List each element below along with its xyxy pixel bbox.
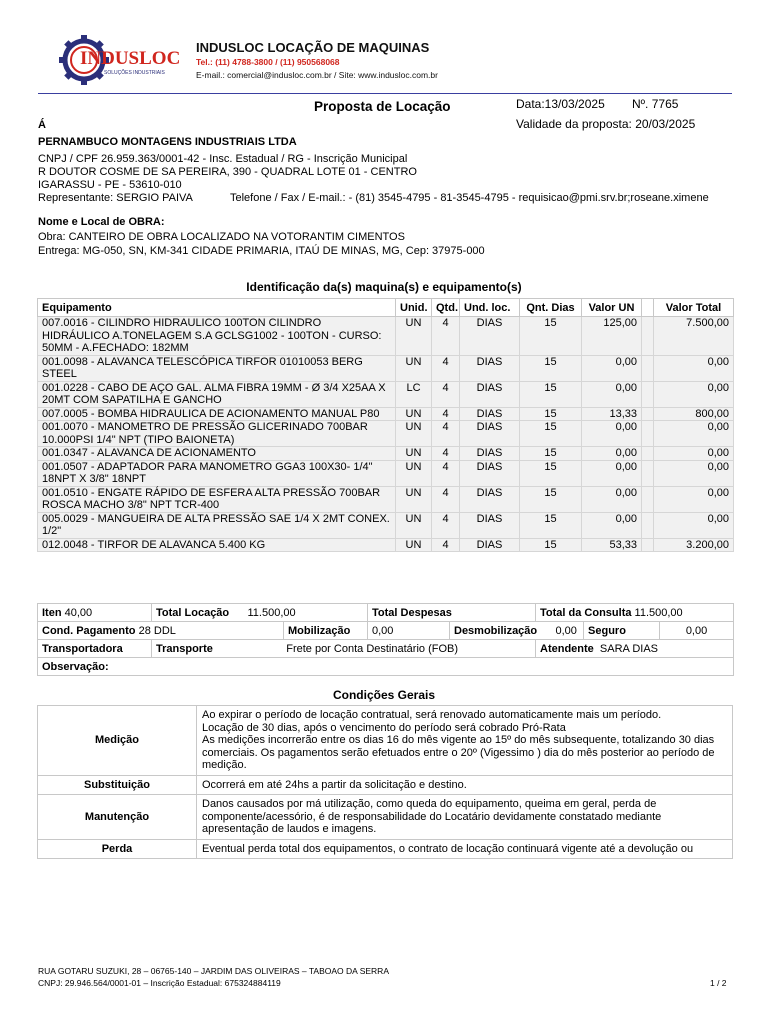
equipment-desc: 001.0098 - ALAVANCA TELESCÓPICA TIRFOR 01010053 BERG STEEL [38,355,396,381]
items-value: 40,00 [64,606,93,619]
equipment-qty: 4 [432,447,460,461]
col-header-equipment: Equipamento [38,299,396,317]
equipment-blank [642,538,654,552]
transport-value: Frete por Conta Destinatário (FOB) [286,642,459,655]
summary-row-transport [38,640,734,658]
summary-row-notes [38,658,734,676]
equipment-blank [642,381,654,407]
equipment-unit: UN [396,317,432,356]
condition-label: Medição [38,706,197,776]
page-number: 1 / 2 [710,978,727,988]
table-row [38,512,734,538]
equipment-desc: 001.0228 - CABO DE AÇO GAL. ALMA FIBRA 19MM - Ø 3/4 X25AA X 20MT COM SAPATILHA E GANCHO [38,381,396,407]
equipment-days: 15 [520,381,582,407]
equipment-unit-value: 0,00 [582,381,642,407]
col-header-unit-value: Valor UN [582,299,642,317]
equipment-rental-unit: DIAS [460,486,520,512]
equipment-desc: 007.0005 - BOMBA HIDRAULICA DE ACIONAMENTO MANUAL P80 [38,407,396,421]
col-header-blank [642,299,654,317]
equipment-blank [642,512,654,538]
equipment-qty: 4 [432,538,460,552]
equipment-blank [642,421,654,447]
condition-text [197,839,733,859]
equipment-unit-value: 0,00 [582,486,642,512]
equipment-total: 3.200,00 [654,538,734,552]
equipment-total: 0,00 [654,421,734,447]
table-row [38,538,734,552]
condition-line: Locação de 30 dias, após o vencimento do período será cobrado Pró-Rata [202,721,566,734]
equipment-unit: UN [396,486,432,512]
equipment-days: 15 [520,512,582,538]
site-delivery: Entrega: MG-050, SN, KM-341 CIDADE PRIMARIA, ITAÚ DE MINAS, MG, Cep: 37975-000 [38,245,485,257]
equipment-blank [642,407,654,421]
table-row [38,317,734,356]
demobilization-label: Desmobilização [454,624,538,637]
condition-line: Danos causados por má utilização, como queda do equipamento, queima em geral, perda de componente/acessório, é de responsabilidade do Locatário devidamente constatado mediante apresentação de laudos e imagens. [202,798,662,835]
equipment-rental-unit: DIAS [460,317,520,356]
attendant-value: SARA DIAS [599,642,658,655]
equipment-desc: 001.0510 - ENGATE RÁPIDO DE ESFERA ALTA PRESSÃO 700BAR ROSCA MACHO 3/8" NPT TCR-400 [38,486,396,512]
equipment-qty: 4 [432,381,460,407]
table-row [38,407,734,421]
site-obra: Obra: CANTEIRO DE OBRA LOCALIZADO NA VOTORANTIM CIMENTOS [38,231,405,243]
table-header-row [38,299,734,317]
condition-line: As medições incorrerão entre os dias 16 do mês vigente ao 15º do mês subsequente, totalizando 30 dias comerciais. Os pagamentos serão efetuados entre o 20º (Vigessimo ) dia do mês posterior ao período de medição. [202,734,715,771]
equipment-unit-value: 0,00 [582,512,642,538]
equipment-total: 0,00 [654,486,734,512]
condition-row [38,839,733,859]
rental-total-label: Total Locação [156,606,230,619]
equipment-desc: 001.0507 - ADAPTADOR PARA MANOMETRO GGA3 100X30- 1/4" 18NPT X 3/8" 18NPT [38,460,396,486]
notes-label: Observação: [42,660,109,673]
col-header-unit: Unid. [396,299,432,317]
equipment-unit: UN [396,460,432,486]
query-total-value: 11.500,00 [634,606,683,619]
mobilization-label: Mobilização [288,624,351,637]
condition-text [197,706,733,776]
equipment-unit: UN [396,407,432,421]
equipment-rental-unit: DIAS [460,512,520,538]
col-header-qty: Qtd. [432,299,460,317]
condition-row [38,795,733,840]
condition-text [197,775,733,795]
footer-cnpj: CNPJ: 29.946.564/0001-01 – Inscrição Estadual: 675324884119 [38,978,281,988]
equipment-unit-value: 0,00 [582,447,642,461]
equipment-unit-value: 13,33 [582,407,642,421]
equipment-unit: UN [396,512,432,538]
equipment-unit-value: 0,00 [582,460,642,486]
equipment-unit-value: 125,00 [582,317,642,356]
carrier-label: Transportadora [42,642,123,655]
rental-total-value: 11.500,00 [247,606,296,619]
equipment-total: 7.500,00 [654,317,734,356]
footer-address: RUA GOTARU SUZUKI, 28 – 06765-140 – JARDIM DAS OLIVEIRAS – TABOAO DA SERRA [38,966,389,976]
equipment-days: 15 [520,421,582,447]
client-contact: Telefone / Fax / E-mail.: - (81) 3545-4795 - 81-3545-4795 - requisicao@pmi.srv.br;roseane.ximene [230,192,709,204]
equipment-days: 15 [520,538,582,552]
equipment-blank [642,486,654,512]
equipment-total: 0,00 [654,381,734,407]
equipment-total: 0,00 [654,447,734,461]
company-email: E-mail.: comercial@indusloc.com.br / Site: www.indusloc.com.br [196,70,438,80]
equipment-blank [642,447,654,461]
equipment-rental-unit: DIAS [460,421,520,447]
company-name: INDUSLOC LOCAÇÃO DE MAQUINAS [196,40,430,55]
col-header-total: Valor Total [654,299,734,317]
equipment-qty: 4 [432,355,460,381]
addressee-label: Á [38,119,46,131]
client-cnpj: CNPJ / CPF 26.959.363/0001-42 - Insc. Estadual / RG - Inscrição Municipal [38,153,408,165]
conditions-table [37,705,733,859]
transport-label: Transporte [156,642,213,655]
company-logo [58,34,181,86]
table-row [38,355,734,381]
equipment-qty: 4 [432,486,460,512]
equipment-blank [642,460,654,486]
equipment-total: 0,00 [654,460,734,486]
equipment-unit-value: 53,33 [582,538,642,552]
site-title: Nome e Local de OBRA: [38,216,165,228]
condition-label: Manutenção [38,795,197,840]
equipment-qty: 4 [432,421,460,447]
demobilization-value: 0,00 [555,624,577,637]
equipment-desc: 012.0048 - TIRFOR DE ALAVANCA 5.400 KG [38,538,396,552]
proposal-title: Proposta de Locação [314,99,451,114]
condition-line: Eventual perda total dos equipamentos, o contrato de locação continuará vigente até a devolução ou [202,842,694,855]
equipment-rental-unit: DIAS [460,538,520,552]
payment-label: Cond. Pagamento [42,624,136,637]
expenses-label: Total Despesas [372,606,452,619]
condition-label: Substituição [38,775,197,795]
query-total-label: Total da Consulta [540,606,632,619]
summary-row-totals [38,604,734,622]
conditions-title: Condições Gerais [332,688,436,702]
equipment-desc: 001.0347 - ALAVANCA DE ACIONAMENTO [38,447,396,461]
equipment-section-title: Identificação da(s) maquina(s) e equipamento(s) [246,280,522,294]
equipment-qty: 4 [432,407,460,421]
condition-row [38,775,733,795]
equipment-total: 800,00 [654,407,734,421]
col-header-rental-unit: Und. loc. [460,299,520,317]
col-header-days: Qnt. Dias [520,299,582,317]
equipment-days: 15 [520,407,582,421]
equipment-desc: 001.0070 - MANOMETRO DE PRESSÃO GLICERINADO 700BAR 10.000PSI 1/4" NPT (TIPO BAIONETA) [38,421,396,447]
table-row [38,460,734,486]
equipment-rental-unit: DIAS [460,407,520,421]
equipment-rental-unit: DIAS [460,381,520,407]
equipment-blank [642,317,654,356]
insurance-label: Seguro [588,624,626,637]
equipment-unit-value: 0,00 [582,421,642,447]
equipment-unit: UN [396,355,432,381]
client-name: PERNAMBUCO MONTAGENS INDUSTRIAIS LTDA [38,136,297,148]
equipment-rental-unit: DIAS [460,355,520,381]
company-phone: Tel.: (11) 4788-3800 / (11) 950568068 [196,57,340,67]
summary-row-payment [38,622,734,640]
logo-text: INDUSLOC [80,48,181,69]
equipment-days: 15 [520,355,582,381]
equipment-qty: 4 [432,512,460,538]
proposal-number: Nº. 7765 [632,97,679,111]
items-label: Iten [42,606,62,619]
condition-label: Perda [38,839,197,859]
equipment-unit-value: 0,00 [582,355,642,381]
equipment-qty: 4 [432,317,460,356]
equipment-total: 0,00 [654,512,734,538]
equipment-total: 0,00 [654,355,734,381]
equipment-rental-unit: DIAS [460,447,520,461]
condition-text [197,795,733,840]
table-row [38,486,734,512]
condition-line: Ao expirar o período de locação contratual, será renovado automaticamente mais um período. [202,709,662,721]
condition-row [38,706,733,776]
payment-value: 28 DDL [138,624,176,637]
table-row [38,381,734,407]
equipment-days: 15 [520,460,582,486]
logo-subtext: SOLUÇÕES INDUSTRIAIS [104,70,165,76]
attendant-label: Atendente [540,642,594,655]
gear-logo-icon [58,34,181,86]
equipment-blank [642,355,654,381]
header-divider [38,93,732,94]
insurance-value: 0,00 [685,624,708,637]
summary-table [37,603,734,676]
client-representative: Representante: SERGIO PAIVA [38,192,193,204]
client-city: IGARASSU - PE - 53610-010 [38,179,182,191]
condition-line: Ocorrerá em até 24hs a partir da solicitação e destino. [202,778,467,791]
table-row [38,447,734,461]
equipment-unit: UN [396,538,432,552]
equipment-desc: 007.0016 - CILINDRO HIDRAULICO 100TON CILINDRO HIDRÁULICO A.TONELAGEM S.A GCLSG1002 - 100TON - CURSO: 50MM - A.FECHADO: 182MM [38,317,396,356]
mobilization-value: 0,00 [372,624,394,637]
proposal-validity: Validade da proposta: 20/03/2025 [516,117,696,131]
equipment-unit: UN [396,447,432,461]
table-row [38,421,734,447]
equipment-desc: 005.0029 - MANGUEIRA DE ALTA PRESSÃO SAE 1/4 X 2MT CONEX. 1/2" [38,512,396,538]
equipment-rental-unit: DIAS [460,460,520,486]
equipment-days: 15 [520,317,582,356]
equipment-unit: LC [396,381,432,407]
equipment-unit: UN [396,421,432,447]
equipment-days: 15 [520,447,582,461]
equipment-table [37,298,734,552]
equipment-qty: 4 [432,460,460,486]
proposal-date: Data:13/03/2025 [516,97,605,111]
equipment-days: 15 [520,486,582,512]
client-address: R DOUTOR COSME DE SA PEREIRA, 390 - QUADRAL LOTE 01 - CENTRO [38,166,417,178]
